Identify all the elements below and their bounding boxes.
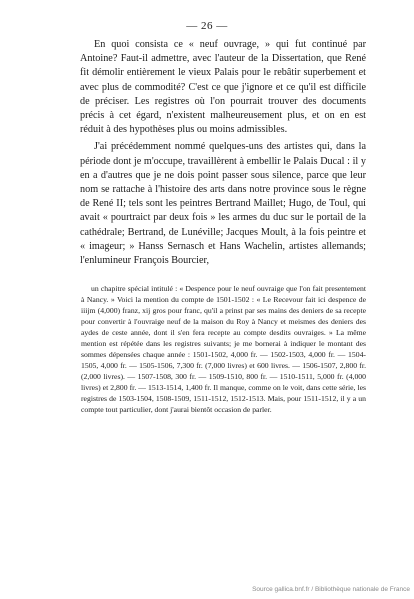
footnote [81, 283, 366, 415]
footnote-text: un chapitre spécial intitulé : « Despence pour le neuf ouvraige que l'on fait presentement à Nancy. » Voici la mention du compte de 1501-1502 : « Le Recevour fait ici despence de iiijm (4,000) franz, xij gros pour franc, qu'il a prinst par ses mains des deniers de sa recepte pour convertir à l'ouvraige neuf de la maison du Roy à Nancy et meismes des deniers des aydes de ceste année, dont il s'en fera recepte au compte desdits ouvraiges. » La même mention est répétée dans les registres suivants; je me bornerai à indiquer le montant des sommes dépensées chaque année : 1501-1502, 4,000 fr. — 1502-1503, 4,000 fr. — 1504-1505, 4,000 fr. — 1505-1506, 7,300 fr. (7,000 livres) et 600 livres. — 1506-1507, 2,800 fr. (2,000 livres). — 1507-1508, 300 fr. — 1509-1510, 800 fr. — 1510-1511, 5,000 fr. (4,000 livres) et 2,800 fr. — 1513-1514, 1,400 fr. Il manque, comme on le voit, dans cette série, les registres de 1503-1504, 1508-1509, 1511-1512, 1512-1513. Mais, pour 1511-1512, il y a un compte tout particulier, dont j'aurai bientôt occasion de parler. [81, 284, 366, 414]
source-credit: Source gallica.bnf.fr / Bibliothèque nationale de France [252, 586, 410, 593]
page-number: — 26 — [186, 20, 228, 32]
main-text [80, 38, 366, 268]
paragraph: J'ai précédemment nommé quelques-uns des artistes qui, dans la période dont je m'occupe, travaillèrent à embellir le Palais Ducal : il y en a d'autres que je ne dois point passer sous silence, parce que leur nom se rattache à l'histoire des arts dans notre province sous le règne de René II; tels sont les peintres Bertrand Maillet; Hugo, de Toul, qui avait « pourtraict par deux fois » les armes du duc sur le portail de la cathédrale; Bertrand, de Lunéville; Jacques Moult, à la fois peintre et « imageur; » Hanss Sernasch et Hans Wachelin, artistes allemands; l'enlumineur François Bourcier, [80, 141, 366, 267]
paragraph: En quoi consista ce « neuf ouvrage, » qui fut continué par Antoine? Faut-il admettre, avec l'auteur de la Dissertation, que René fit démolir entièrement le vieux Palais pour le rebâtir superbement et avec plus de commodité? C'est ce que j'ignore et ce qu'il est difficile de préciser. Les registres où l'on pourrait trouver des documents précis à cet égard, n'existent malheureusement plus, et on en est réduit à des hypothèses plus ou moins admissibles. [80, 39, 366, 136]
